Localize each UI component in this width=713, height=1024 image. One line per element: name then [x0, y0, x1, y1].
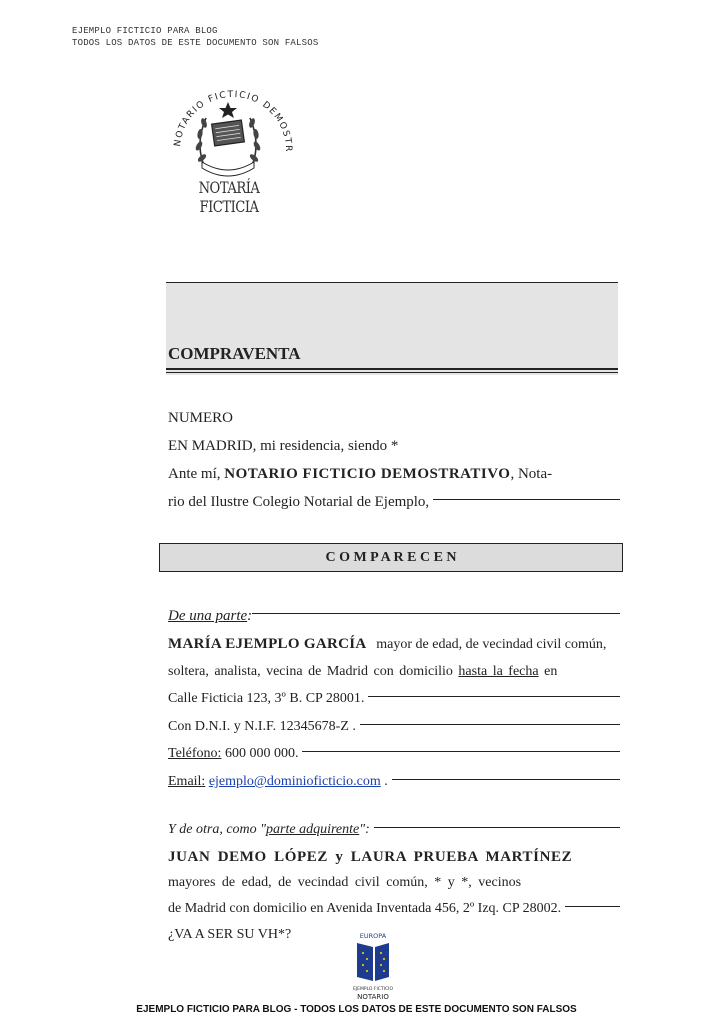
parte2-pregunta: ¿VA A SER SU VH*? — [168, 927, 292, 942]
parte1-line2-pre: soltera, analista, vecina de Madrid con domicilio — [168, 664, 453, 679]
fill-rule — [392, 779, 620, 780]
parte1-email-label: Email: — [168, 774, 206, 789]
parte2-heading-line — [168, 822, 620, 838]
ante-suffix: , Nota- — [510, 466, 553, 482]
parte1-line2 — [168, 664, 620, 680]
seal-notaria-name: NOTARÍA FICTICIA — [198, 178, 260, 216]
parte1-telefono-label: Teléfono: — [168, 746, 222, 761]
fill-rule — [302, 751, 620, 752]
parte1-direccion-line — [168, 691, 620, 707]
logo-notario-text: NOTARIO — [357, 993, 389, 1001]
parte1-email-link[interactable]: ejemplo@dominioficticio.com — [208, 774, 381, 789]
fill-rule — [360, 724, 620, 725]
parte1-direccion: Calle Ficticia 123, 3º B. CP 28001. — [168, 691, 365, 706]
parte1-telefono: 600 000 000. — [224, 746, 299, 761]
parte1-line2-post: en — [544, 664, 558, 679]
parte1-heading-colon: : — [247, 608, 253, 624]
parte2-heading-pre: Y de otra, como " — [168, 822, 267, 837]
notario-europa-logo — [343, 932, 403, 1004]
comparecen-band — [159, 543, 623, 572]
parte1-email-line — [168, 774, 620, 790]
parte2-desc: mayores de edad, de vecindad civil común, * y *, vecinos — [168, 875, 522, 890]
fill-rule — [565, 906, 620, 907]
notario-name: NOTARIO FICTICIO DEMOSTRATIVO — [224, 466, 511, 482]
parte2-domicilio: de Madrid con domicilio en Avenida Inventada 456, 2º Izq. CP 28002. — [168, 901, 562, 916]
parte1-email-post: . — [384, 774, 388, 789]
parte1-heading-line — [168, 608, 620, 625]
comparecen-label: C O M P A R E C E N — [325, 549, 457, 565]
colegio-text: rio del Ilustre Colegio Notarial de Ejemplo, — [168, 494, 430, 510]
parte2-nombres: JUAN DEMO LÓPEZ y LAURA PRUEBA MARTÍNEZ — [168, 849, 573, 865]
parte1-heading: De una parte — [168, 608, 248, 624]
watermark-top-line2: TODOS LOS DATOS DE ESTE DOCUMENTO SON FALSOS — [72, 38, 319, 48]
fill-rule — [252, 613, 620, 614]
parte1-dni-line — [168, 719, 620, 735]
logo-europa-text: EUROPA — [359, 932, 387, 940]
parte1-dni: Con D.N.I. y N.I.F. 12345678-Z . — [168, 719, 356, 734]
fill-rule — [374, 827, 620, 828]
ante-line — [168, 466, 618, 483]
title-underline — [166, 368, 618, 370]
fill-rule — [433, 499, 620, 500]
parte1-hasta: hasta la fecha — [458, 664, 539, 679]
parte1-desc: mayor de edad, de vecindad civil común, — [376, 637, 607, 652]
parte1-name-line — [168, 636, 620, 653]
parte1-nombre: MARÍA EJEMPLO GARCÍA — [168, 636, 367, 652]
parte1-telefono-line — [168, 746, 620, 762]
seal-ring-text: NOTARIO FICTICIO DEMOSTR — [173, 89, 294, 153]
ante-prefix: Ante mí, — [168, 466, 221, 482]
title-underline-thin — [166, 372, 618, 373]
parte2-heading-post: ": — [359, 822, 370, 837]
logo-sub-text: EJEMPLO FICTICIO — [352, 987, 394, 992]
document-title: COMPRAVENTA — [168, 344, 301, 363]
footer-disclaimer: EJEMPLO FICTICIO PARA BLOG - TODOS LOS DATOS DE ESTE DOCUMENTO SON FALSOS — [136, 1004, 577, 1015]
watermark-top-line1: EJEMPLO FICTICIO PARA BLOG — [72, 26, 218, 36]
parte2-heading-link: parte adquirente — [266, 822, 360, 837]
parte2-domicilio-line — [168, 901, 620, 917]
europa-flag-icon — [355, 941, 391, 985]
colegio-line — [168, 494, 620, 511]
lugar-line: EN MADRID, mi residencia, siendo * — [168, 438, 399, 454]
fill-rule — [368, 696, 620, 697]
numero-label: NUMERO — [168, 410, 234, 426]
notary-seal — [158, 66, 298, 216]
